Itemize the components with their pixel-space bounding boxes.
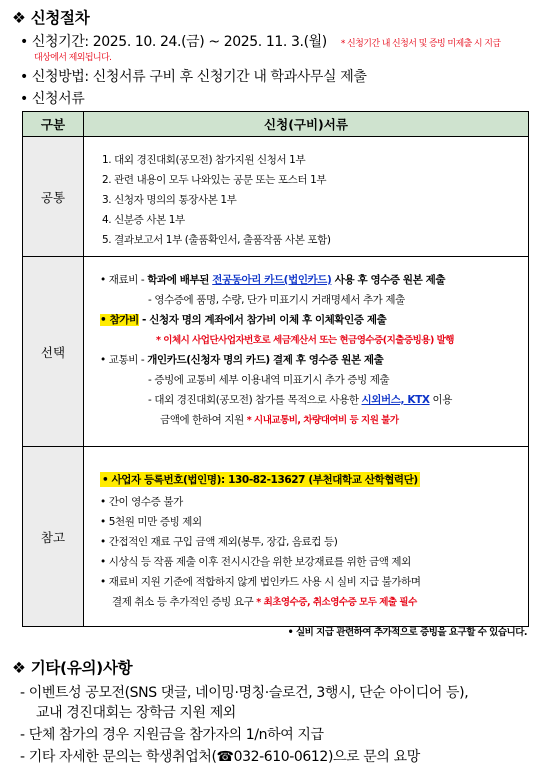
list-item	[112, 594, 417, 609]
list-item: 2. 관련 내용이 모두 나와있는 공문 또는 포스터 1부	[102, 173, 327, 186]
list-item: 3. 신청자 명의의 통장사본 1부	[102, 193, 237, 206]
material-cost-sub: - 영수증에 품명, 수량, 단가 미표기시 거래명세서 추가 제출	[148, 293, 405, 306]
period-note-cont: 대상에서 제외됩니다.	[34, 53, 112, 63]
business-number: • 사업자 등록번호(법인명): 130-82-13627 (부천대학교 산학협력단)	[102, 473, 418, 486]
note-line-3: - 단체 참가의 경우 지원금을 참가자의 1/n하여 지급	[20, 727, 324, 743]
list-item: • 간접적인 재료 구입 금액 제외(봉투, 장갑, 음료컵 등)	[100, 535, 338, 548]
material-cost-label: • 재료비 -	[100, 273, 148, 286]
docs-text: 신청서류	[31, 91, 85, 107]
material-cost-text: 학과에 배부된	[147, 273, 213, 286]
transport-sub-3-text: 금액에 한하여 지원	[160, 413, 247, 426]
transport-text: 개인카드(신청자 명의 카드) 결제 후 영수증 원본 제출	[147, 353, 384, 366]
transport-sub-2-text: - 대외 경진대회(공모전) 참가를 목적으로 사용한	[148, 393, 362, 406]
material-cost-text-end: 사용 후 영수증 원본 제출	[331, 273, 446, 286]
col-header-category: 구분	[23, 112, 84, 137]
club-card-link[interactable]: 전공동아리 카드(법인카드)	[212, 273, 332, 286]
material-cost-line	[100, 272, 445, 287]
common-documents-cell	[84, 137, 529, 257]
entry-fee-label: • 참가비	[100, 313, 139, 326]
note-line-2: 교내 경진대회는 장학금 지원 제외	[36, 705, 236, 721]
ref-documents-cell	[84, 447, 529, 627]
receipt-note: * 최초영수증, 취소영수증 모두 제출 필수	[256, 596, 417, 608]
documents-table	[22, 111, 529, 627]
list-item: 1. 대외 경진대회(공모전) 참가지원 신청서 1부	[102, 153, 306, 166]
table-row-common	[23, 137, 529, 257]
category-ref: 참고	[23, 447, 84, 627]
transport-exclusion-note: * 시내교통비, 차량대여비 등 지원 불가	[246, 414, 399, 426]
list-item: 4. 신분증 사본 1부	[102, 213, 185, 226]
note-line-1: - 이벤트성 공모전(SNS 댓글, 네이밍·명칭·슬로건, 3행시, 단순 아이디어 등),	[20, 685, 469, 701]
ref-last-text: 결제 취소 등 추가적인 증빙 요구	[112, 595, 257, 608]
period-line	[20, 31, 500, 51]
transport-sub-3	[160, 412, 399, 427]
method-line	[20, 66, 366, 86]
list-item: • 간이 영수증 불가	[100, 495, 183, 508]
category-common: 공통	[23, 137, 84, 257]
transport-label: • 교통비 -	[100, 353, 148, 366]
category-select: 선택	[23, 257, 84, 447]
bullet: •	[20, 34, 28, 50]
period-label: 신청기간: 2025. 10. 24.(금) ~ 2025. 11. 3.(월)	[31, 34, 327, 50]
section-title-notes: ❖ 기타(유의)사항	[12, 659, 133, 677]
docs-line	[20, 88, 84, 108]
col-header-documents: 신청(구비)서류	[84, 112, 529, 137]
list-item: • 재료비 지원 기준에 적합하지 않게 법인카드 사용 시 실비 지급 불가하며	[100, 575, 421, 588]
bus-ktx-link[interactable]: 시외버스, KTX	[361, 393, 430, 406]
note-line-4: - 기타 자세한 문의는 학생취업처(☎032-610-0612)으로 문의 요망	[20, 749, 420, 765]
table-header-row	[23, 112, 529, 137]
table-row-ref	[23, 447, 529, 627]
list-item: • 시상식 등 작품 제출 이후 전시시간을 위한 보강재료를 위한 금액 제외	[100, 555, 411, 568]
transport-sub-2-end: 이용	[429, 393, 452, 406]
section-title-procedure: ❖ 신청절차	[12, 9, 90, 27]
select-documents-cell	[84, 257, 529, 447]
table-row-select	[23, 257, 529, 447]
entry-fee-note: * 이체시 사업단사업자번호로 세금계산서 또는 현금영수증(지출증빙용) 발행	[156, 334, 454, 346]
bullet: •	[20, 91, 28, 107]
transport-line	[100, 352, 383, 367]
list-item: 5. 결과보고서 1부 (출품확인서, 출품작품 사본 포함)	[102, 233, 331, 246]
method-text: 신청방법: 신청서류 구비 후 신청기간 내 학과사무실 제출	[31, 69, 367, 85]
transport-sub-1: - 증빙에 교통비 세부 이용내역 미표기시 추가 증빙 제출	[148, 373, 390, 386]
list-item: • 5천원 미만 증빙 제외	[100, 515, 202, 528]
transport-sub-2	[148, 392, 452, 407]
entry-fee-text: - 신청자 명의 계좌에서 참가비 이체 후 이체확인증 제출	[138, 313, 387, 326]
period-note: * 신청기간 내 신청서 및 증빙 미제출 시 지급	[340, 39, 501, 49]
footnote: • 실비 지급 관련하여 추가적으로 증빙을 요구할 수 있습니다.	[287, 627, 527, 638]
bullet: •	[20, 69, 28, 85]
entry-fee-line	[100, 312, 386, 327]
